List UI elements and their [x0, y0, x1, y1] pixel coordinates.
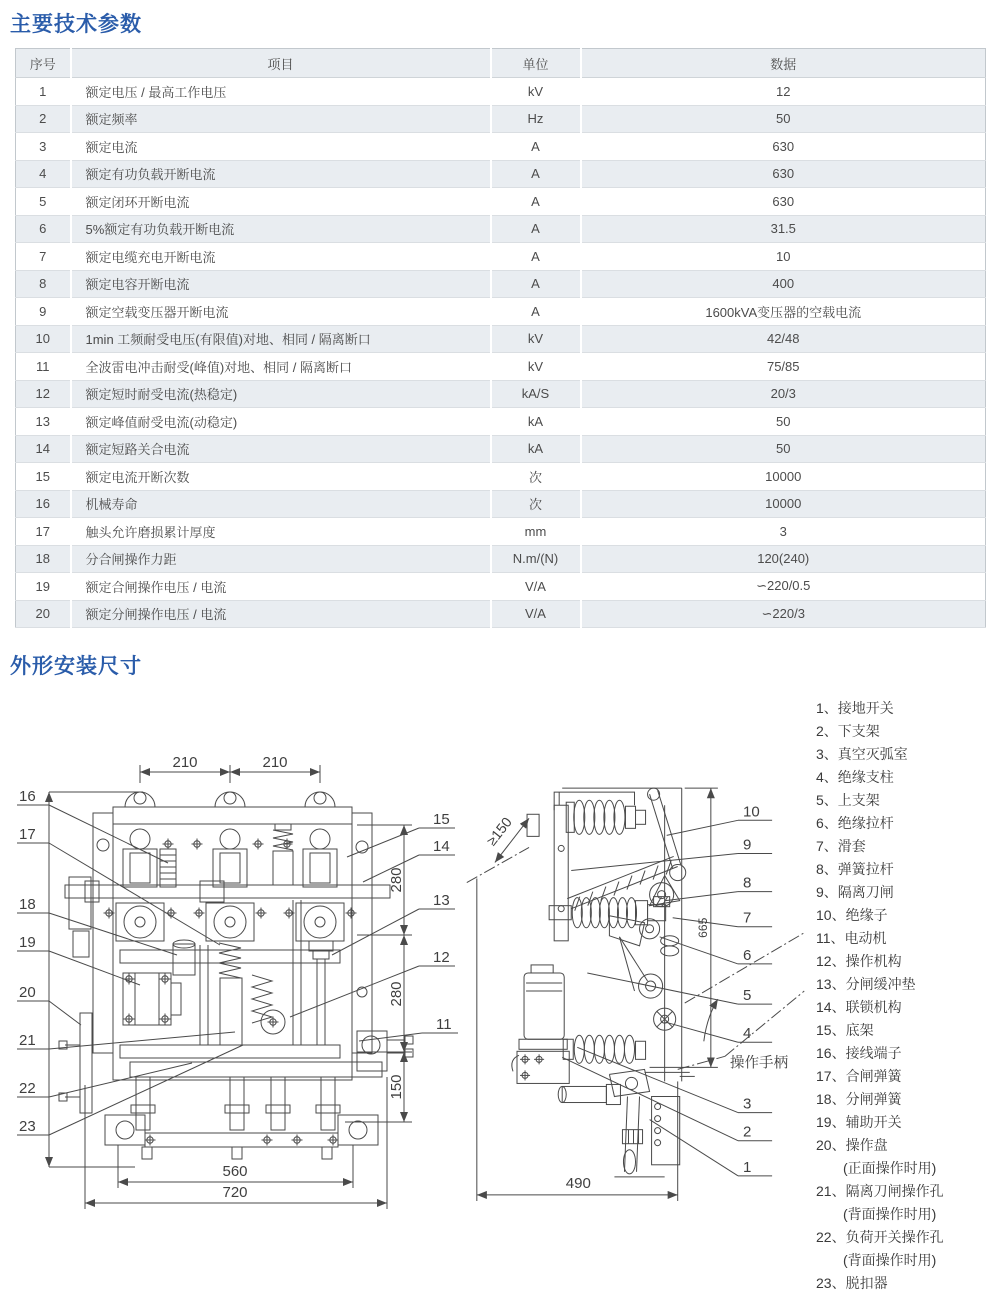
col-header-item: 项目	[71, 49, 491, 78]
table-cell: 630	[581, 188, 986, 216]
table-cell: 额定电容开断电流	[71, 270, 491, 298]
table-cell: 50	[581, 435, 986, 463]
table-row	[16, 573, 986, 601]
table-row	[16, 490, 986, 518]
table-header-row	[16, 49, 986, 78]
parameters-table	[15, 48, 986, 628]
table-cell: 额定闭环开断电流	[71, 188, 491, 216]
table-cell: 11	[36, 358, 50, 374]
table-cell: A	[491, 270, 581, 298]
table-cell: kA	[491, 408, 581, 436]
table-cell: kV	[491, 325, 581, 353]
callout-number: 12	[433, 949, 450, 966]
callout-number: 11	[436, 1016, 452, 1033]
callout-number: 13	[433, 892, 450, 909]
table-cell: 5%额定有功负载开断电流	[71, 215, 491, 243]
table-cell: kA/S	[491, 380, 581, 408]
table-cell: 50	[581, 105, 986, 133]
table-cell: 次	[491, 463, 581, 491]
legend-item: 11、电动机	[816, 930, 887, 946]
callout-number: 6	[742, 946, 752, 964]
table-cell: 次	[491, 490, 581, 518]
callout-number: 21	[19, 1032, 36, 1049]
table-cell: 18	[16, 545, 71, 573]
legend-item: 19、辅助开关	[816, 1114, 902, 1130]
table-cell: 8	[16, 270, 71, 298]
dim-label-pitch-right: 210	[262, 754, 288, 771]
table-row	[16, 78, 986, 106]
table-row	[16, 270, 986, 298]
table-cell: 额定电缆充电开断电流	[71, 243, 491, 271]
table-cell: 4	[16, 160, 71, 188]
table-cell: Hz	[491, 105, 581, 133]
legend-item: 14、联锁机构	[816, 999, 902, 1015]
table-cell: 额定合闸操作电压 / 电流	[71, 573, 491, 601]
legend-item: 17、合闸弹簧	[816, 1068, 902, 1084]
table-row	[16, 353, 986, 381]
table-cell: 额定电流	[71, 133, 491, 161]
table-cell: 额定短时耐受电流(热稳定)	[71, 380, 491, 408]
table-cell: A	[491, 215, 581, 243]
callout-number: 23	[19, 1118, 36, 1135]
table-cell: V/A	[491, 573, 581, 601]
legend-item: 5、上支架	[816, 792, 880, 808]
table-row	[16, 325, 986, 353]
callout-number: 15	[433, 811, 450, 828]
col-header-unit: 单位	[491, 49, 581, 78]
table-cell: 额定短路关合电流	[71, 435, 491, 463]
table-cell: 机械寿命	[71, 490, 491, 518]
table-cell: ∽220/3	[581, 600, 986, 628]
legend-item: 1、接地开关	[816, 700, 894, 716]
table-cell: 15	[35, 468, 50, 484]
callout-number: 8	[742, 874, 752, 892]
legend-item: 21、隔离刀闸操作孔	[816, 1183, 944, 1199]
legend-item-note: (正面操作时用)	[843, 1160, 937, 1176]
dim-label-pitch-left: 210	[172, 754, 198, 771]
table-cell: 2	[16, 105, 71, 133]
table-cell: ∽220/0.5	[581, 573, 986, 601]
callout-number: 22	[19, 1080, 36, 1097]
table-row	[16, 243, 986, 271]
table-cell: 10	[16, 325, 71, 353]
dim-label-mount-width: 560	[222, 1163, 248, 1180]
table-row	[16, 545, 986, 573]
callout-number: 18	[19, 896, 36, 913]
table-cell: A	[491, 160, 581, 188]
table-cell: 1	[39, 83, 47, 99]
table-row	[16, 105, 986, 133]
table-row	[16, 463, 986, 491]
callout-number: 2	[742, 1123, 752, 1141]
table-cell: 14	[16, 435, 71, 463]
dim-label-overall-width: 720	[222, 1184, 248, 1201]
table-row	[16, 133, 986, 161]
section-title-dimensions: 外形安装尺寸	[10, 655, 142, 678]
table-cell: V/A	[491, 600, 581, 628]
col-header-index: 序号	[16, 49, 71, 78]
callout-number: 20	[19, 984, 36, 1001]
table-cell: 50	[581, 408, 986, 436]
table-cell: kA	[491, 435, 581, 463]
table-cell: 额定电流开断次数	[71, 463, 491, 491]
legend-item-note: (背面操作时用)	[843, 1206, 937, 1222]
table-cell: 1min 工频耐受电压(有限值)对地、相同 / 隔离断口	[71, 325, 491, 353]
table-cell: 19	[35, 578, 50, 594]
table-cell: A	[491, 133, 581, 161]
table-cell: 17	[35, 523, 50, 539]
legend-item: 8、弹簧拉杆	[816, 861, 894, 877]
callout-number: 7	[742, 909, 752, 927]
table-cell: 31.5	[581, 215, 986, 243]
callout-number: 1	[742, 1158, 752, 1176]
legend-item: 12、操作机构	[816, 953, 902, 969]
table-row	[16, 408, 986, 436]
table-cell: 额定分闸操作电压 / 电流	[71, 600, 491, 628]
dim-label-frame-height: 665	[695, 917, 710, 938]
legend-item: 4、绝缘支柱	[816, 769, 894, 785]
legend-item: 7、滑套	[816, 838, 866, 854]
table-cell: kV	[491, 78, 581, 106]
table-cell: N.m/(N)	[491, 545, 581, 573]
table-cell: 1600kVA变压器的空载电流	[581, 298, 986, 326]
table-cell: 7	[39, 248, 47, 264]
table-row	[16, 518, 986, 546]
callout-number: 19	[19, 934, 36, 951]
table-cell: 额定有功负载开断电流	[71, 160, 491, 188]
table-cell: 额定电压 / 最高工作电压	[71, 78, 491, 106]
callout-number: 5	[742, 987, 752, 1005]
callout-number: 4	[742, 1025, 752, 1043]
table-cell: 10	[581, 243, 986, 271]
legend-item: 16、接线端子	[816, 1045, 902, 1061]
table-cell: 20	[16, 600, 71, 628]
table-row	[16, 188, 986, 216]
callout-number: 17	[19, 826, 36, 843]
table-row	[16, 215, 986, 243]
legend-item: 2、下支架	[816, 723, 880, 739]
legend-item: 6、绝缘拉杆	[816, 815, 894, 831]
front-view-drawing	[5, 745, 460, 1215]
table-cell: 额定峰值耐受电流(动稳定)	[71, 408, 491, 436]
table-cell: 20/3	[581, 380, 986, 408]
callout-number: 10	[742, 803, 760, 821]
dim-label-base-height: 150	[388, 1074, 405, 1100]
table-cell: 42/48	[581, 325, 986, 353]
table-cell: 12	[16, 380, 71, 408]
col-header-data: 数据	[581, 49, 986, 78]
table-cell: 额定频率	[71, 105, 491, 133]
table-row	[16, 380, 986, 408]
legend-item: 20、操作盘	[816, 1137, 888, 1153]
legend-item: 3、真空灭弧室	[816, 746, 908, 762]
table-cell: 630	[581, 160, 986, 188]
parameters-table-body	[16, 78, 986, 628]
legend-item: 23、脱扣器	[816, 1275, 888, 1291]
callout-number: 14	[433, 838, 450, 855]
table-cell: 16	[16, 490, 71, 518]
table-cell: A	[491, 188, 581, 216]
table-row	[16, 600, 986, 628]
callout-number: 16	[19, 788, 36, 805]
table-cell: 630	[581, 133, 986, 161]
table-cell: 触头允许磨损累计厚度	[71, 518, 491, 546]
table-cell: 75/85	[581, 353, 986, 381]
legend-item: 15、底架	[816, 1022, 874, 1038]
table-cell: 6	[16, 215, 71, 243]
handle-label: 操作手柄	[729, 1055, 789, 1072]
dim-label-overall-depth: 490	[565, 1174, 591, 1192]
table-row	[16, 298, 986, 326]
table-cell: 分合闸操作力距	[71, 545, 491, 573]
table-cell: 3	[39, 138, 47, 154]
table-cell: 10000	[581, 463, 986, 491]
table-row	[16, 160, 986, 188]
table-cell: 12	[581, 78, 986, 106]
legend-item: 10、绝缘子	[816, 907, 888, 923]
table-cell: 全波雷电冲击耐受(峰值)对地、相同 / 隔离断口	[71, 353, 491, 381]
callout-number: 3	[742, 1095, 752, 1113]
side-view-drawing	[458, 750, 806, 1212]
legend-item: 13、分闸缓冲垫	[816, 976, 916, 992]
legend-item: 9、隔离刀闸	[816, 884, 894, 900]
table-cell: 400	[581, 270, 986, 298]
table-cell: 13	[35, 413, 50, 429]
dim-label-min-clearance: ≥150	[483, 814, 515, 849]
legend-list	[816, 697, 1000, 1295]
legend-item: 22、负荷开关操作孔	[816, 1229, 944, 1245]
table-row	[16, 435, 986, 463]
table-cell: mm	[491, 518, 581, 546]
table-cell: 3	[581, 518, 986, 546]
table-cell: kV	[491, 353, 581, 381]
table-cell: A	[491, 243, 581, 271]
dim-label-height-lower: 280	[388, 981, 405, 1007]
legend-item-note: (背面操作时用)	[843, 1252, 937, 1268]
dim-label-height-upper: 280	[388, 867, 405, 893]
section-title-parameters: 主要技术参数	[10, 13, 142, 36]
table-cell: 10000	[581, 490, 986, 518]
table-cell: 额定空载变压器开断电流	[71, 298, 491, 326]
legend-item: 18、分闸弹簧	[816, 1091, 902, 1107]
table-cell: 5	[39, 193, 47, 209]
table-cell: 9	[39, 303, 47, 319]
table-cell: 120(240)	[581, 545, 986, 573]
callout-number: 9	[742, 836, 752, 854]
table-cell: A	[491, 298, 581, 326]
